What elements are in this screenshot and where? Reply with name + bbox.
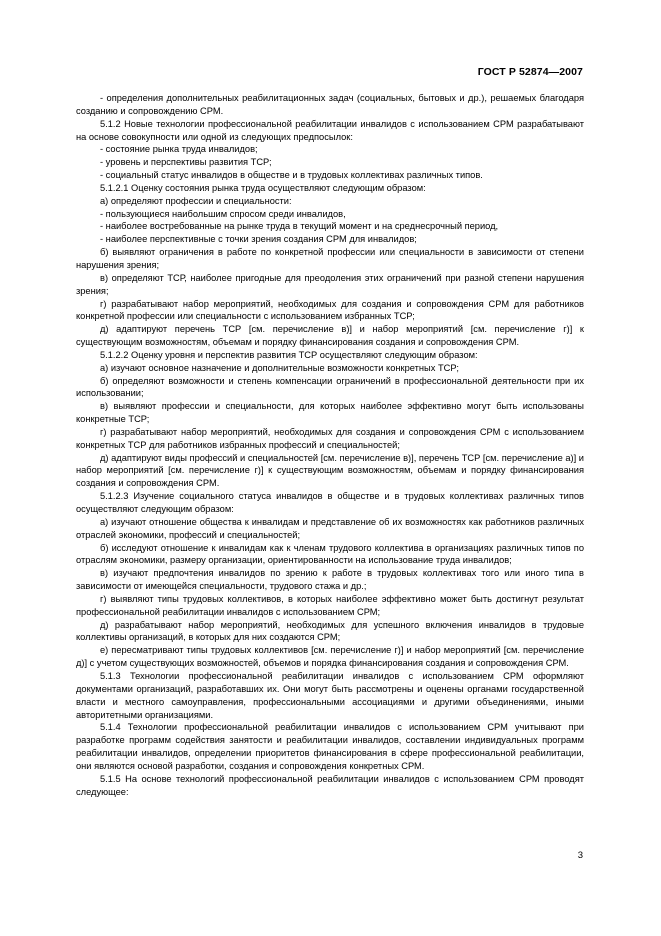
list-item: б) определяют возможности и степень компенсации ограничений в профессиональной деятельности при их использовании;	[76, 375, 584, 399]
paragraph: 5.1.3 Технологии профессиональной реабилитации инвалидов с использованием СРМ оформляют документами организаций, разработавших их. Они могут быть рассмотрены и оценены органами государственной власти и местного самоуправления, профессиональными ассоциациями и другими объединениями, иными авторитетными организациями.	[76, 670, 584, 720]
list-item: г) разрабатывают набор мероприятий, необходимых для создания и сопровождения СРМ с использованием конкретных ТСР для работников избранных профессий и специальностей;	[76, 426, 584, 450]
list-item: д) адаптируют виды профессий и специальностей [см. перечисление в)], перечень ТСР [см. перечисление а)] и набор мероприятий [см. перечисление г)] к существующим возможностям, объемам и порядку финансирования создания и сопровождения СРМ.	[76, 452, 584, 489]
list-item: а) изучают основное назначение и дополнительные возможности конкретных ТСР;	[100, 362, 459, 373]
list-item: б) выявляют ограничения в работе по конкретной профессии или специальности в зависимости от степени нарушения зрения;	[76, 247, 584, 270]
list-item: а) изучают отношение общества к инвалидам и представление об их возможностях как работников различных отраслей экономики, профессий и специальностей;	[76, 516, 584, 540]
list-item: в) выявляют профессии и специальности, для которых наиболее эффективно могут быть использованы конкретные ТСР;	[76, 401, 584, 425]
list-item: г) разрабатывают набор мероприятий, необходимых для создания и сопровождения СРМ для работников конкретной профессии или специальности с использованием избранных ТСР;	[76, 298, 584, 322]
list-item: а) определяют профессии и специальности:	[100, 195, 292, 206]
paragraph: 5.1.4 Технологии профессиональной реабилитации инвалидов с использованием СРМ учитывают при разработке программ содействия занятости и реабилитации инвалидов, составлении индивидуальных программ реабилитации инвалидов, определении приоритетов финансирования в сфере профессиональной реабилитации, они являются основой разработки, создания и сопровождения конкретных СРМ.	[76, 722, 584, 771]
list-item: - уровень и перспективы развития ТСР;	[100, 157, 272, 168]
list-item: д) разрабатывают набор мероприятий, необходимых для успешного включения инвалидов в трудовые коллективы организаций, в которых для них создаются СРМ;	[76, 619, 584, 643]
list-item: - пользующиеся наибольшим спросом среди инвалидов,	[100, 208, 346, 219]
paragraph: 5.1.2 Новые технологии профессиональной реабилитации инвалидов с использованием СРМ разрабатывают на основе совокупности или одной из следующих предпосылок:	[76, 118, 584, 142]
list-item: - состояние рынка труда инвалидов;	[100, 144, 258, 155]
paragraph: 5.1.2.2 Оценку уровня и перспектив развития ТСР осуществляют следующим образом:	[100, 349, 478, 360]
list-item: в) изучают предпочтения инвалидов по зрению к работе в трудовых коллективах того или иного типа в зависимости от имеющейся специальности, трудового стажа и др.;	[76, 568, 584, 592]
paragraph: - определения дополнительных реабилитационных задач (социальных, бытовых и др.), решаемых благодаря созданию и сопровождению СРМ.	[76, 93, 584, 116]
standard-header: ГОСТ Р 52874—2007	[477, 66, 583, 78]
list-item: б) исследуют отношение к инвалидам как к членам трудового коллектива в организациях различных типов по отраслям экономики, размеру организации, ориентированности на использование труда инвалидов;	[76, 542, 584, 566]
list-item: - социальный статус инвалидов в обществе и в трудовых коллективах различных типов.	[100, 170, 483, 181]
paragraph: 5.1.5 На основе технологий профессиональной реабилитации инвалидов с использованием СРМ проводят следующее:	[76, 773, 584, 797]
list-item: в) определяют ТСР, наиболее пригодные для преодоления этих ограничений при разной степени нарушения зрения;	[76, 272, 584, 296]
list-item: - наиболее востребованные на рынке труда в текущий момент и на среднесрочный период,	[100, 221, 499, 232]
paragraph: 5.1.2.3 Изучение социального статуса инвалидов в обществе и в трудовых коллективах различных типов осуществляют следующим образом:	[76, 491, 584, 514]
list-item: - наиболее перспективные с точки зрения создания СРМ для инвалидов;	[100, 234, 417, 245]
paragraph: 5.1.2.1 Оценку состояния рынка труда осуществляют следующим образом:	[100, 182, 426, 193]
list-item: г) выявляют типы трудовых коллективов, в которых наиболее эффективно может быть достигнут результат профессиональной реабилитации инвалидов с использованием СРМ;	[76, 593, 584, 617]
list-item: д) адаптируют перечень ТСР [см. перечисление в)] и набор мероприятий [см. перечисление г)] к существующим возможностям, объемам и порядку финансирования создания и сопровождения СРМ.	[76, 324, 584, 348]
document-body	[76, 92, 584, 798]
page-number: 3	[577, 850, 583, 861]
list-item: е) пересматривают типы трудовых коллективов [см. перечисление г)] и набор мероприятий [см. перечисление д)] с учетом существующих возможностей, объемов и порядка финансирования создания и сопровождения СРМ.	[76, 645, 584, 669]
